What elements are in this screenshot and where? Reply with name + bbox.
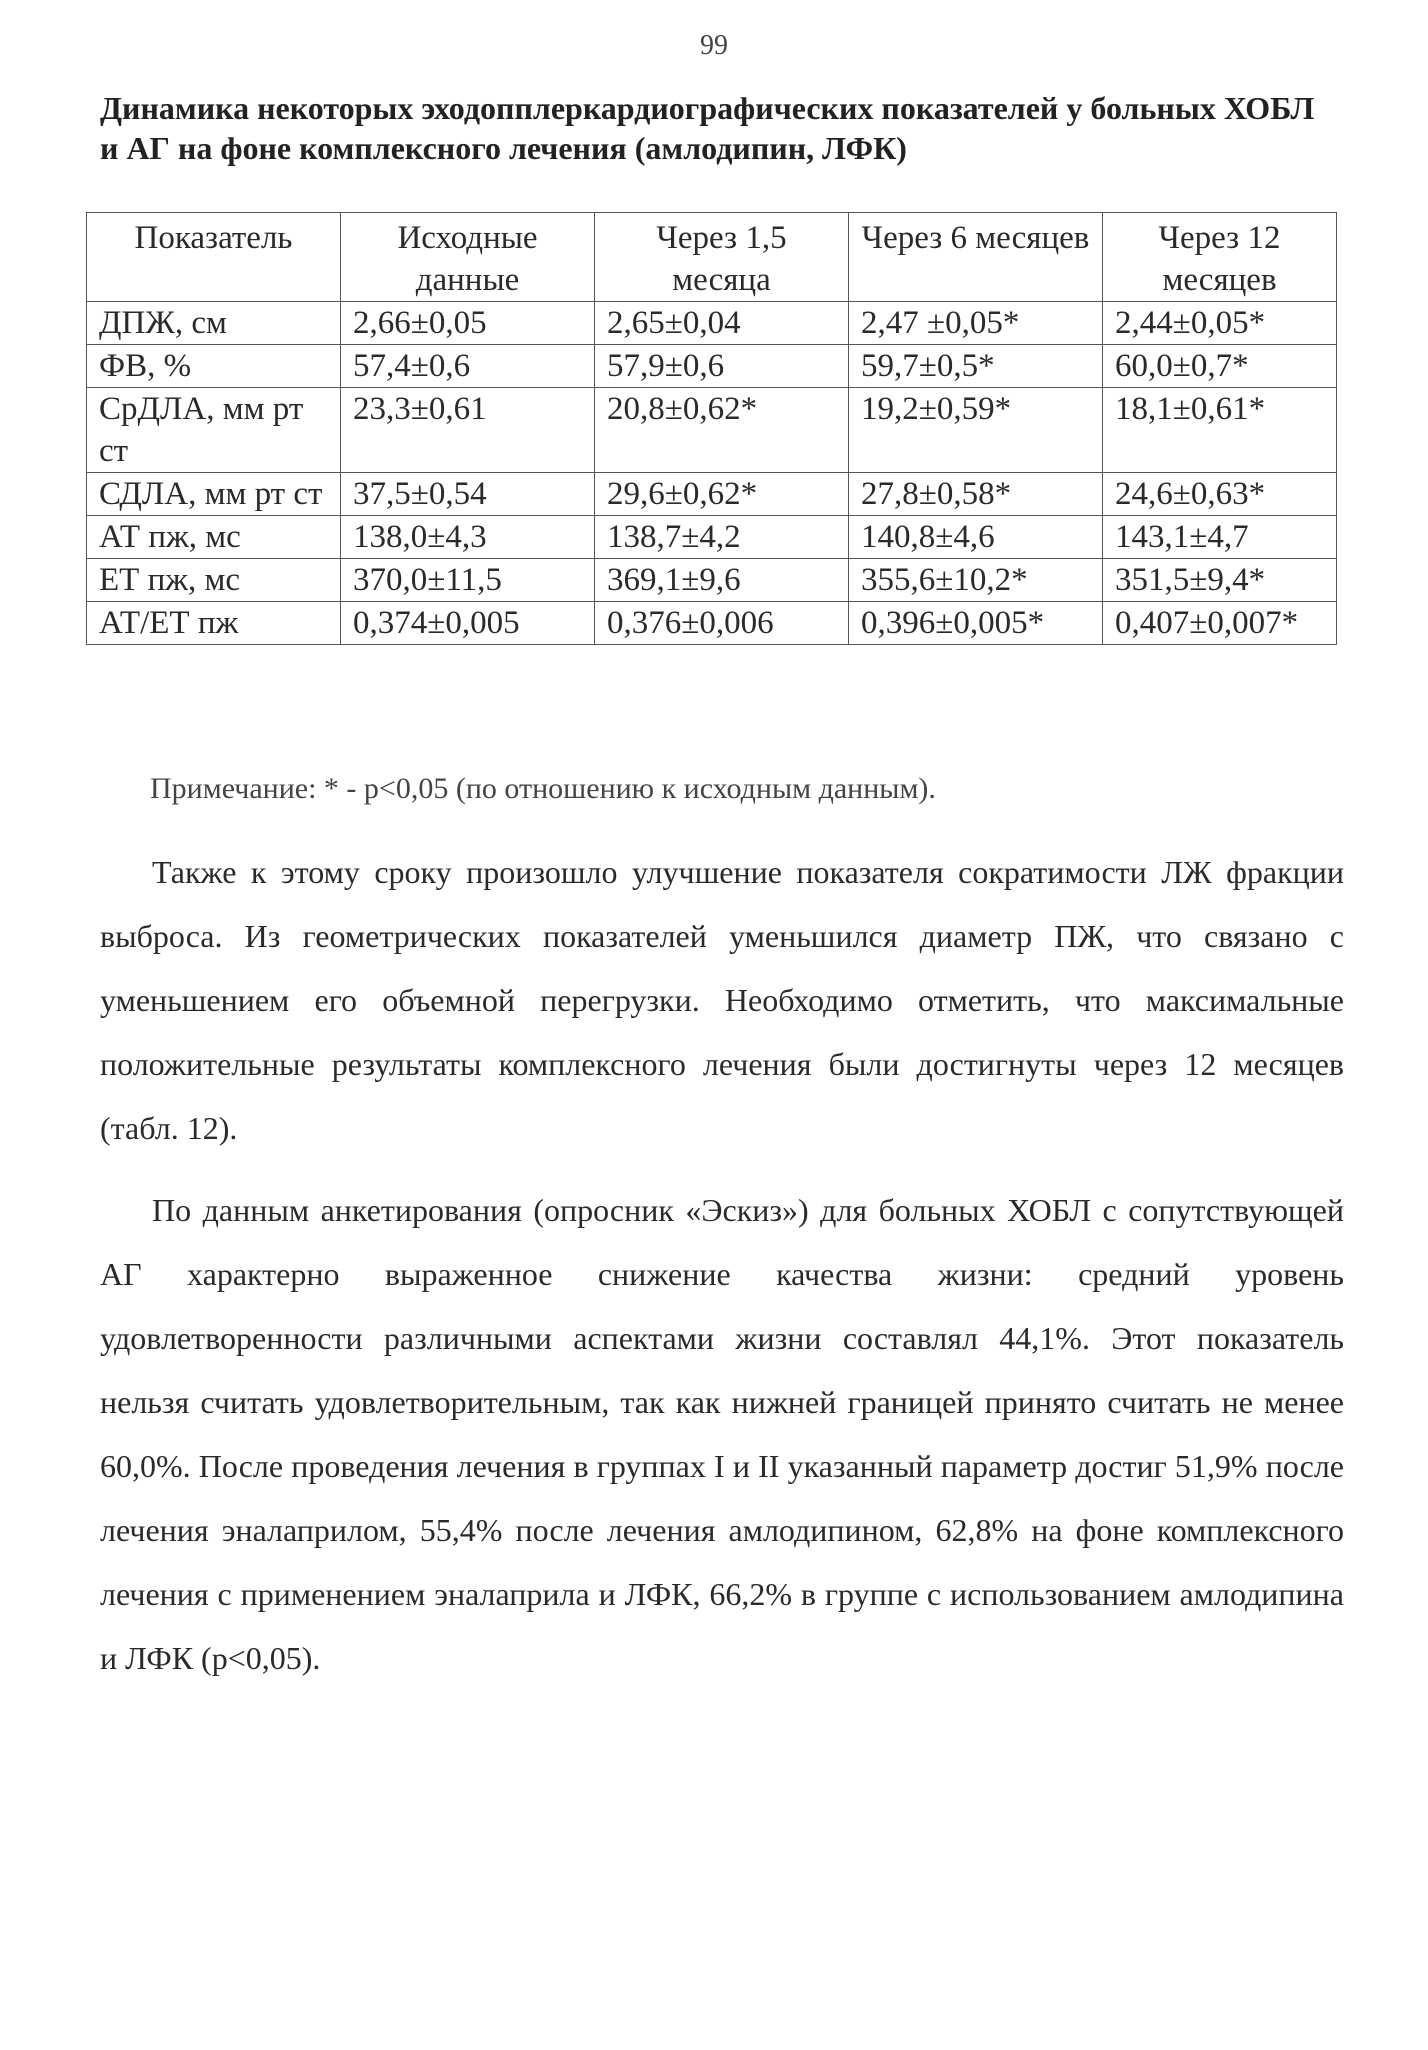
table-cell: 351,5±9,4* — [1103, 559, 1337, 602]
table-cell: 19,2±0,59* — [849, 388, 1103, 473]
table-row — [87, 473, 1337, 516]
header-cell-12-months: Через 12 месяцев — [1103, 213, 1337, 302]
table-cell: 37,5±0,54 — [341, 473, 595, 516]
table-cell: 18,1±0,61* — [1103, 388, 1337, 473]
table-row — [87, 559, 1337, 602]
table-cell: 138,0±4,3 — [341, 516, 595, 559]
header-cell-1-5-months: Через 1,5 месяца — [595, 213, 849, 302]
body-paragraph: Также к этому сроку произошло улучшение показателя сократимости ЛЖ фракции выброса. Из геометрических показателей уменьшился диаметр ПЖ, что связано с уменьшением его объемной перегрузки. Необходимо отметить, что максимальные положительные результаты комплексного лечения были достигнуты через 12 месяцев (табл. 12). — [100, 854, 1344, 1146]
data-table — [86, 212, 1337, 645]
table-cell: 24,6±0,63* — [1103, 473, 1337, 516]
row-label: СрДЛА, мм рт ст — [87, 388, 341, 473]
header-cell-parameter: Показатель — [87, 213, 341, 302]
row-label: ДПЖ, см — [87, 302, 341, 345]
row-label: АТ пж, мс — [87, 516, 341, 559]
table-cell: 369,1±9,6 — [595, 559, 849, 602]
table-cell: 355,6±10,2* — [849, 559, 1103, 602]
table-row — [87, 345, 1337, 388]
table-cell: 0,376±0,006 — [595, 602, 849, 645]
page-number: 99 — [700, 30, 728, 61]
table-row — [87, 602, 1337, 645]
table-cell: 27,8±0,58* — [849, 473, 1103, 516]
table-cell: 60,0±0,7* — [1103, 345, 1337, 388]
row-label: СДЛА, мм рт ст — [87, 473, 341, 516]
table-row — [87, 388, 1337, 473]
table-cell: 2,66±0,05 — [341, 302, 595, 345]
table-cell: 0,374±0,005 — [341, 602, 595, 645]
body-paragraph: По данным анкетирования (опросник «Эскиз») для больных ХОБЛ с сопутствующей АГ характерно выраженное снижение качества жизни: средний уровень удовлетворенности различными аспектами жизни составлял 44,1%. Этот показатель нельзя считать удовлетворительным, так как нижней границей принято считать не менее 60,0%. После проведения лечения в группах I и II указанный параметр достиг 51,9% после лечения эналаприлом, 55,4% после лечения амлодипином, 62,8% на фоне комплексного лечения с применением эналаприла и ЛФК, 66,2% в группе с использованием амлодипина и ЛФК (р<0,05). — [100, 1192, 1344, 1676]
table-header-row — [87, 213, 1337, 302]
table-row — [87, 516, 1337, 559]
table-cell: 2,44±0,05* — [1103, 302, 1337, 345]
table-title: Динамика некоторых эходопплеркардиографических показателей у больных ХОБЛ и АГ на фоне комплексного лечения (амлодипин, ЛФК) — [100, 90, 1315, 166]
table-cell: 370,0±11,5 — [341, 559, 595, 602]
table-cell: 29,6±0,62* — [595, 473, 849, 516]
row-label: ФВ, % — [87, 345, 341, 388]
row-label: АТ/ЕТ пж — [87, 602, 341, 645]
table-cell: 23,3±0,61 — [341, 388, 595, 473]
header-cell-baseline: Исходные данные — [341, 213, 595, 302]
table-cell: 2,65±0,04 — [595, 302, 849, 345]
table-cell: 0,407±0,007* — [1103, 602, 1337, 645]
table-note: Примечание: * - р<0,05 (по отношению к исходным данным). — [150, 772, 936, 805]
table-cell: 57,4±0,6 — [341, 345, 595, 388]
table-row — [87, 302, 1337, 345]
table-cell: 2,47 ±0,05* — [849, 302, 1103, 345]
table-cell: 57,9±0,6 — [595, 345, 849, 388]
table-cell: 140,8±4,6 — [849, 516, 1103, 559]
table-cell: 59,7±0,5* — [849, 345, 1103, 388]
row-label: ЕТ пж, мс — [87, 559, 341, 602]
table-cell: 138,7±4,2 — [595, 516, 849, 559]
header-cell-6-months: Через 6 месяцев — [849, 213, 1103, 302]
table-cell: 0,396±0,005* — [849, 602, 1103, 645]
table-cell: 20,8±0,62* — [595, 388, 849, 473]
table-cell: 143,1±4,7 — [1103, 516, 1337, 559]
